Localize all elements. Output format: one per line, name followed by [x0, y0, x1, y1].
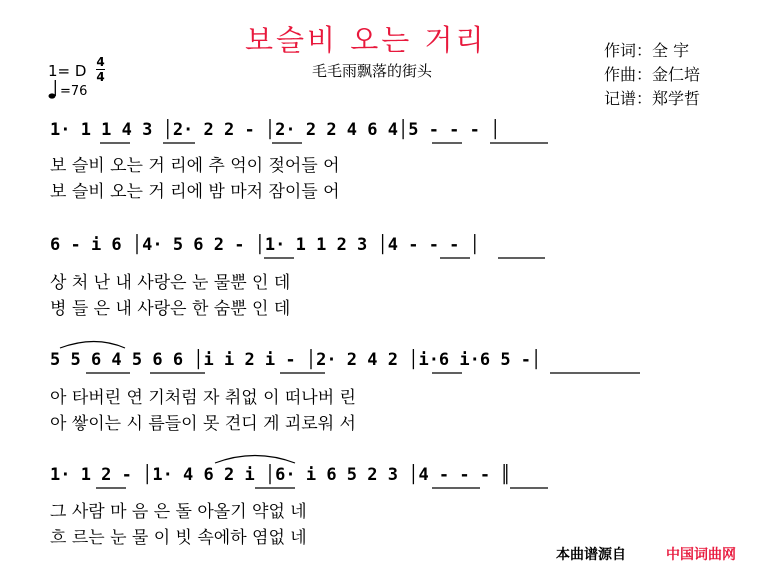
tempo-marking: =76: [60, 84, 88, 99]
lyric-line-2-verse-1: 상 처 난 내 사랑은 눈 물뿐 인 데: [50, 273, 291, 293]
lyric-line-4-verse-2: 흐 르는 눈 물 이 빗 속에하 염없 네: [50, 528, 307, 548]
lyricist-credit: 作词：全 宇: [604, 41, 690, 60]
lyric-line-4-verse-1: 그 사람 마 음 은 돌 아올기 약없 네: [50, 502, 307, 522]
lyric-line-1-verse-2: 보 슬비 오는 거 리에 밤 마저 잠이들 어: [50, 182, 340, 202]
lyric-line-2-verse-2: 병 들 은 내 사랑은 한 숨뿐 인 데: [50, 299, 291, 319]
source-label: 本曲谱源自: [556, 547, 626, 563]
site-link[interactable]: 中国词曲网: [666, 547, 736, 563]
notation-line-4: 1· 1 2 - │1· 4 6 2 i │6· i 6 5 2 3 │4 - - - ║: [50, 465, 511, 485]
song-subtitle: 毛毛雨飘落的街头: [312, 62, 433, 80]
notation-line-2: 6 - i 6 │4· 5 6 2 - │1· 1 1 2 3 │4 - - - │: [50, 235, 480, 255]
time-signature-bottom: 4: [96, 70, 105, 84]
lyric-line-3-verse-1: 아 타버린 연 기처럼 자 취없 이 떠나버 린: [50, 388, 356, 408]
key-signature: 1= D: [48, 62, 87, 80]
transcriber-credit: 记谱：郑学哲: [604, 89, 701, 108]
notation-line-1: 1· 1 1 4 3 │2· 2 2 - │2· 2 2 4 6 4│5 - - - │: [50, 120, 501, 140]
notation-line-3: 5 5 6 4 5 6 6 │i i 2 i - │2· 2 4 2 │i·6 i·6 5 -│: [50, 350, 542, 370]
time-signature-top: 4: [96, 55, 105, 69]
lyric-line-1-verse-1: 보 슬비 오는 거 리에 추 억이 젖어들 어: [50, 156, 340, 176]
composer-credit: 作曲：金仁培: [604, 65, 701, 84]
lyric-line-3-verse-2: 아 쌓이는 시 름들이 못 견디 게 괴로워 서: [50, 414, 356, 434]
song-title: 보슬비 오는 거리: [245, 23, 487, 57]
